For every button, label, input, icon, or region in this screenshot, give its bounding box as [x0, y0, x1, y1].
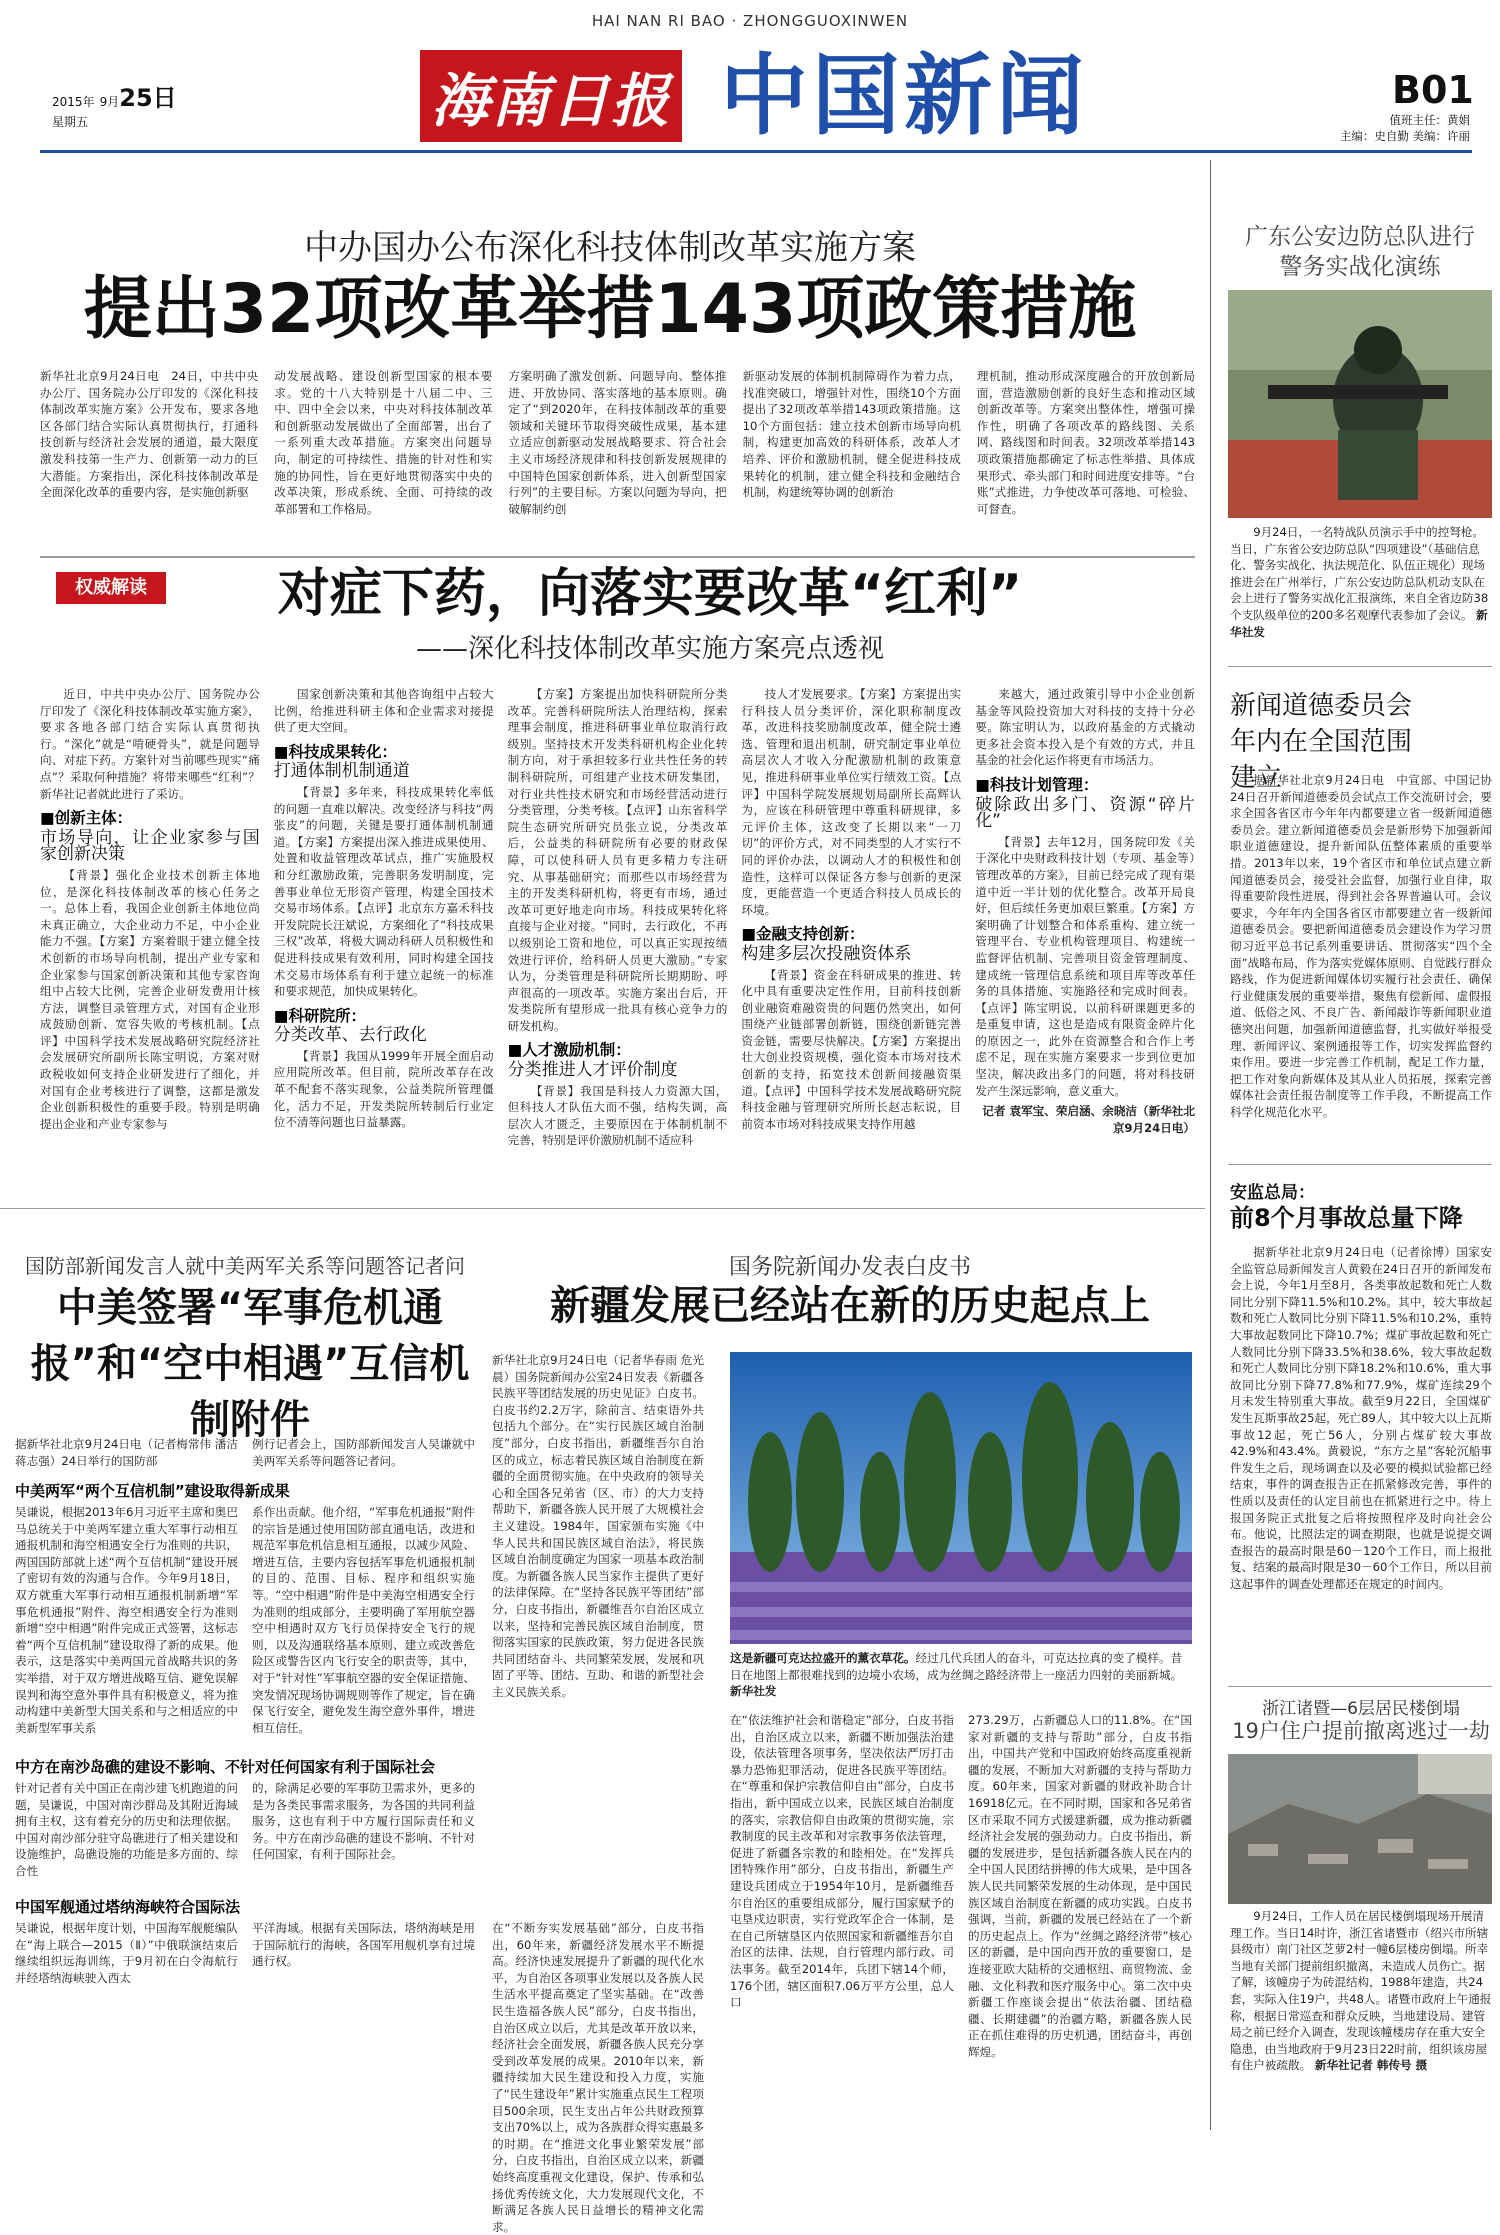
sidebar-divider — [1210, 160, 1211, 2130]
date-day: 25日 — [119, 84, 177, 112]
collapse-photo-art — [1228, 1754, 1492, 1904]
sidebar-article4-kicker: 浙江诸暨—6层居民楼倒塌 — [1262, 1699, 1460, 1719]
xinjiang-col2: 在“不断夯实发展基础”部分，白皮书指出，60年来，新疆经济发展水平不断提高。经济快速发展提升了新疆的现代化水平，为自治区各项事业发展以及各族人民生活水平提高奠定了坚实基础。在“改善民生造福各族人民”部分，白皮书指出，自治区成立以后，尤其是改革开放以来，经济社会全面发展，新疆各族人民充分享受到改革发展的成果。2010年以来，新疆持续加大民生建设和投入力度，实施了“民生建设年”累计实施重点民生工程项目500余项，民生支出占年公共财政预算支出70%以上，成为各族群众得实惠最多的时期。在“推进文化事业繁荣发展”部分，白皮书指出，自治区成立以来，新疆始终高度重视文化建设，保护、传承和弘扬优秀传统文化，大力发展现代文化，不断满足各族人民日益增长的精神文化需求。 — [492, 1921, 704, 2234]
sidebar-article1-title: 广东公安边防总队进行警务实战化演练 — [1245, 224, 1475, 280]
subhead: ■科技成果转化： — [273, 742, 397, 761]
subhead-line: 分类改革、去行政化 — [273, 1025, 427, 1046]
subhead-line: 破除政出多门、资源“碎片化” — [975, 794, 1195, 832]
section-title: 中国新闻 — [720, 44, 1089, 147]
lead-col: 新驱动发展的体制机制障碍作为着力点，找准突破口，增强针对性，围绕10个方面提出了32项改革举措143项政策措施。这10个方面包括：建立技术创新市场导向机制，构建更加高效的科研体系，改革人才培养、评价和激励机制，健全促进科技成果转化的机制，建立健全科技和金融结合机制，构建统筹协调的创新治 — [742, 369, 961, 500]
subhead: ■科研院所： — [273, 1006, 366, 1025]
date-month: 9月 — [99, 95, 120, 109]
lavender-photo-art — [730, 1352, 1192, 1644]
collapse-caption: 9月24日，工作人员在居民楼倒塌现场开展清理工作。当日14时许，浙江省诸暨市（绍兴市所辖县级市）南门社区芝萝2村一幢6层楼房倒塌。所幸当地有关部门提前组织撤离，未造成人员伤亡。据了解，该幢房子为砖混结构，1988年建造，共24套，实际入住19户，共48人。诸暨市政府上午通报称，根据日常巡查和群众反映，当地建设局、建管局之前已经介入调查，发现该幢楼房存在重大安全隐患，由当地政府于9月23日22时前，组织该房屋有住户被疏散。 新华社记者 韩传号 摄 — [1230, 1909, 1492, 2073]
interp-col3: 【方案】方案提出加快科研院所分类改革。完善科研院所法人治理结构，探索理事会制度，推进科研事业单位取消行政级别。坚持技术开发类科研机构企业化转制方向，对于承担较多行业共性任务的转制科研院所，可组建产业技术研发集团，对行业共性技术研究和市场经营活动进行分类管理，分类考核。【点评】山东省科学院生态研究所研究员张立说，分类改革后，公益类的科研院所有必要的财政保障，可以使科研人员有更多精力专注研究、从事基础研究；而那些以市场经营为主的开发类科研机构，将更有市场，通过改革可更好地走向市场。科技成果转化将直接与企业对接。“同时，去行政化，不再以级别论工资和地位，可以真正实现按绩效进行评价，给科研人员更大激励。”专家认为，分类管理是科研院所长期期盼、呼声很高的一项改革。实施方案出台后，开发类院所有望形成一批具有核心竞争力的研发机构。 ■人才激励机制： 分类推进人才评价制度 【背景】我国是科技人力资源大国，但科技人才队伍大而不强，结构失调，高层次人才匮乏，主要原因在于体制机制不完善，特别是评价激励机制不适应科 — [507, 687, 728, 1148]
interp-badge: 权威解读 — [56, 572, 166, 604]
subhead: ■创新主体： — [40, 809, 133, 828]
sidebar-rule — [1228, 666, 1492, 667]
police-photo-art — [1228, 290, 1492, 518]
xinjiang-col: 273.29万，占新疆总人口的11.8%。在“国家对新疆的支持与帮助”部分，白皮书指出，中国共产党和中国政府始终高度重视新疆的发展，不断加大对新疆的支持与帮助力度。60年来，国家对新疆的财政补助合计16918亿元。在不同时期，国家和各兄弟省区市采取不同方式援建新疆，成为推动新疆经济社会发展的强劲动力。白皮书指出，新疆的发展进步，是包括新疆各族人民在内的全中国人民团结拼搏的伟大成果，是中国各族人民共同繁荣发展的生动体现，是中国民族区域自治制度在新疆的成功实践。白皮书强调，当前，新疆的发展已经站在了一个新的历史起点上。作为“丝绸之路经济带”核心区的新疆，是中国向西开放的重要窗口，是连接亚欧大陆桥的交通枢纽、商贸物流、金融、文化科教和医疗服务中心。第二次中央新疆工作座谈会提出“依法治疆、团结稳疆、长期建疆”的治疆方略，新疆各族人民正在抓住难得的历史机遇，团结奋斗，再创辉煌。 — [968, 1713, 1192, 2059]
police-photo — [1228, 290, 1492, 518]
lead-col: 理机制，推动形成深度融合的开放创新局面，营造激励创新的良好生态和推动区域创新改革等。方案突出整体性，增强可操作性，明确了各项改革的路线图、关系网、路线图和时间表。32项改革举措143项政策措施都确定了标志性举措、具体成果形式、牵头部门和时间进度安排等。“台账”式推进，力争使改革可落地、可检验、可督查。 — [976, 369, 1196, 516]
subhead: 中美两军“两个互信机制”建设取得新成果 — [15, 1482, 290, 1500]
interp-rule — [40, 556, 1195, 558]
section-rule — [0, 1208, 1205, 1209]
military-text: 平洋海域。根据有关国际法，塔纳海峡是用于国际航行的海峡，各国军用舰机享有过境通行权。 — [252, 1921, 475, 1969]
interp-col5: 来越大，通过政策引导中小企业创新基金等风险投资加大对科技的支持十分必要。陈宝明认为，以政府基金的方式撬动更多社会资本投入是个有效的方式，并且基金的社会化运作将更有市场活力。 ■科技计划管理： 破除政出多门、资源“碎片化” 【背景】去年12月，国务院印发《关于深化中央财政科技计划（专项、基金等）管理改革的方案》，目前已经完成了现有渠道中近一半计划的优化整合。改革开局良好，但后续任务更加艰巨繁重。【方案】方案明确了计划整合和体系重构、建立统一管理平台、专业机构管理项目、构建统一监督评估机制、完善项目资金管理制度、建成统一管理信息系统和项目库等改革任务的具体措施、实施路径和完成时间表。【点评】陈宝明说，以前科研课题更多的是重复申请，这也是造成有限资金碎片化的原因之一，此外在资源整合和合作上考虑不足，现在实施方案要求一步到位更加坚决，解决政出多门的问题，将对科技研发产生深远影响，意义重大。 记者 袁军宝、荣启涵、余晓洁（新华社北京9月24日电） — [975, 687, 1195, 1135]
date-year: 2015年 — [52, 95, 95, 109]
military-text: 的，除满足必要的军事防卫需求外，更多的是为各类民事需求服务，为各国的共同利益服务，这也有利于中方履行国际责任和义务。中方在南沙岛礁的建设不影响、不针对任何国家，有利于国际社会。 — [252, 1781, 475, 1862]
xinjiang-lower — [730, 1712, 1192, 2126]
interp-title: 对症下药，向落实要改革“红利” — [277, 564, 1023, 624]
byline: 记者 袁军宝、荣启涵、余晓洁（新华社北京9月24日电） — [982, 1104, 1195, 1135]
subhead: 中国军舰通过塔纳海峡符合国际法 — [15, 1898, 241, 1916]
xinjiang-col: 在“依法维护社会和谐稳定”部分，白皮书指出，自治区成立以来，新疆不断加强法治建设，依法管理各项事务，坚决依法严厉打击暴力恐怖犯罪活动，促进各民族平等团结。在“尊重和保护宗教信仰自由”部分，白皮书指出，新中国成立以来，民族区域自治制度的落实，宗教信仰自由政策的贯彻实施，宗教制度的民主改革和对宗教事务依法管理，促进了新疆各宗教的和睦相处。在“发挥兵团特殊作用”部分，白皮书指出，新疆生产建设兵团成立于1954年10月，是新疆维吾尔自治区的重要组成部分，履行国家赋予的屯垦戍边职责，实行党政军企合一体制，是在自己所辖垦区内依照国家和新疆维吾尔自治区的法律、法规，自行管理内部行政、司法事务。截至2014年，兵团下辖14个师，176个团，辖区面积7.06万平方公里，总人口 — [730, 1713, 954, 2010]
subhead-line: 打通体制机制通道 — [273, 761, 410, 782]
lavender-caption: 这是新疆可克达拉盛开的薰衣草花。经过几代兵团人的奋斗，可克达拉真的变了模样。昔日在地图上都很难找到的边境小农场，成为丝绸之路经济带上一座活力四射的美丽新城。新华社发 — [730, 1651, 1183, 1699]
lead-col: 方案明确了激发创新、问题导向、整体推进、开放协同、落实落地的基本原则。确定了“到2020年，在科技体制改革的重要领域和关键环节取得突破性成果，基本建立适应创新驱动发展战略要求、符合社会主义市场经济规律和科技创新发展规律的中国特色国家创新体系，进入创新型国家行列”的主要目标。方案以问题为导向，把破解制约创 — [508, 369, 727, 516]
subhead-line: 分类推进人才评价制度 — [507, 1060, 678, 1081]
subhead: ■人才激励机制： — [507, 1041, 631, 1060]
lead-col: 动发展战略、建设创新型国家的根本要求。党的十八大特别是十八届二中、三中、四中全会以来，中央对科技体制改革和创新驱动发展做出了全面部署，出台了一系列重大改革措施。方案突出问题导向，制定的可持续性、措施的针对性和实施的协同性，旨在更好地贯彻落实中央的改革决策，形成系统、全面、可持续的改革部署和工作格局。 — [274, 369, 493, 516]
lavender-photo — [730, 1352, 1192, 1644]
military-body — [15, 1436, 475, 2126]
subhead: 中方在南沙岛礁的建设不影响、不针对任何国家有利于国际社会 — [15, 1758, 436, 1776]
newspaper-logo: 海南日报 — [420, 50, 682, 142]
interp-col2: 国家创新决策和其他咨询组中占较大比例，给推进科研主体和企业需求对接提供了更大空间。 ■科技成果转化： 打通体制机制通道 【背景】多年来，科技成果转化率低的问题一直难以解决。改变经济与科技“两张皮”的问题，关键是要打通体制机制通道。【方案】方案提出深入推进成果使用、处置和收益管理改革试点，推广实施股权和分红激励政策，完善职务发明制度，完善事业单位无形资产管理，构建全国技术交易市场体系。【点评】北京东方嘉禾科技开发院院长汪斌说，方案细化了“科技成果三权”改革，将极大调动科研人员积极性和促进科技成果有效利用，同时构建全国技术交易市场体系有利于建立起统一的标准和要求规范，加快成果转化。 ■科研院所： 分类改革、去行政化 【背景】我国从1999年开展全面启动应用院所改革。但目前，院所改革存在改革不配套不落实现象，公益类院所管理僵化，活力不足，开发类院所转制后行业定位不清等问题也日益暴露。 — [273, 687, 494, 1130]
military-intro: 例行记者会上，国防部新闻发言人吴谦就中美两军关系等问题答记者问。 — [252, 1437, 475, 1468]
lead-col: 新华社北京9月24日电 24日，中共中央办公厅、国务院办公厅印发的《深化科技体制改革实施方案》公开发布，要求各地区各部门结合实际认真贯彻执行，打通科技创新与经济社会发展的通道，最大限度激发科技第一生产力、创新第一动力的巨大潜能。方案指出，深化科技体制改革是全面深化改革的重要内容，是实施创新驱 — [40, 369, 259, 500]
sidebar-article3-kicker: 安监总局： — [1230, 1183, 1315, 1203]
page-number: B01 — [1392, 68, 1474, 112]
military-text: 吴谦说，根据年度计划，中国海军舰艇编队在“海上联合—2015（Ⅱ）”中俄联演结束后继续组织远海训练，于9月初在白令海航行并经塔纳海峡驶入西太 — [15, 1921, 238, 1985]
lead-body — [40, 368, 1195, 534]
military-title: 中美签署“军事危机通报”和“空中相遇”互信机制附件 — [30, 1285, 470, 1443]
subhead: ■科技计划管理： — [975, 775, 1099, 794]
military-intro: 据新华社北京9月24日电（记者梅常伟 潘洁 蒋志强）24日举行的国防部 — [15, 1437, 238, 1468]
military-text: 系作出贡献。他介绍，“军事危机通报”附件的宗旨是通过使用国防部直通电话，改进和规范军事危机信息相互通报，以减少风险、增进互信，主要内容包括军事危机通报机制的目的、范围、目标、程序和组织实施等。“空中相遇”附件是中美海空相遇安全行为准则的组成部分，主要明确了军用航空器空中相遇时双方飞行员保持安全飞行的规则，以及沟通联络基本原则、建立或改善危险区或警告区内飞行安全的职责等，其中，对于“针对性”军事航空器的安全保证措施、突发情况现场协调规则等作了规定，旨在确保飞行安全，避免发生海空意外事件，增进相互信任。 — [252, 1505, 475, 1735]
lead-title: 提出32项改革举措143项政策措施 — [83, 270, 1137, 349]
subhead-line: 市场导向，让企业家参与国家创新决策 — [40, 827, 260, 865]
xinjiang-intro: 新华社北京9月24日电（记者华春雨 危光晨）国务院新闻办公室24日发表《新疆各民族平等团结发展的历史见证》白皮书。白皮书约2.2万字，除前言、结束语外共包括九个部分。在“实行民族区域自治制度”部分，白皮书指出，新疆维吾尔自治区的成立，标志着民族区域自治制度在新疆的全面贯彻实施。在中央政府的领导关心和全国各兄弟省（区、市）的大力支持帮助下，新疆各族人民开展了大规模社会主义建设。1984年，国家颁布实施《中华人民共和国民族区域自治法》，将民族区域自治制度确定为国家一项基本政治制度。为新疆各族人民当家作主提供了更好的法律保障。在“坚持各民族平等团结”部分，白皮书指出，新疆维吾尔自治区成立以来，坚持和完善民族区域自治制度，贯彻落实国家的民族政策，努力促进各民族共同团结奋斗、共同繁荣发展，发展和巩固了平等、团结、互助、和谐的新型社会主义民族关系。 — [492, 1353, 704, 1699]
military-text: 吴谦说，根据2013年6月习近平主席和奥巴马总统关于中美两军建立重大军事行动相互通报机制和海空相遇安全行为准则的共识，两国国防部就上述“两个互信机制”建设开展了密切有效的沟通与合作。今年9月18日，双方就重大军事行动相互通报机制新增“军事危机通报”附件、海空相遇安全行为准则新增“空中相遇”附件完成正式签署，这标志着“两个互信机制”建设取得了新的成果。他表示，这是落实中美两国元首战略共识的务实举措，对于双方增进战略互信、避免误解误判和海空意外事件具有积极意义，将为推动构建中美新型大国关系和与之相适应的中美新型军事关系 — [15, 1505, 238, 1735]
editor-line2: 主编：史自勤 美编：许丽 — [1339, 129, 1470, 143]
subhead: ■金融支持创新： — [741, 925, 865, 944]
sidebar-article2-title: 新闻道德委员会年内在全国范围建立 — [1230, 691, 1413, 793]
xinjiang-kicker: 国务院新闻办发表白皮书 — [728, 1255, 971, 1280]
interp-subtitle: ——深化科技体制改革实施方案亮点透视 — [415, 634, 884, 664]
sidebar-rule — [1228, 1686, 1492, 1687]
sidebar-rule — [1228, 1164, 1492, 1165]
editor-line1: 值班主任：黄娟 — [1389, 113, 1470, 127]
date-block — [52, 78, 192, 130]
police-caption: 9月24日，一名特战队员演示手中的控弩枪。当日，广东省公安边防总队“四项建设”（基础信息化、警务实战化、执法规范化、队伍正规化）现场推进会在广州举行，广东公安边防总队机动支队在会上进行了警务实战化汇报演练，来自全省边防38个支队级单位的200多名观摩代表参加了会议。 新华社发 — [1230, 525, 1489, 639]
date-weekday: 星期五 — [52, 115, 89, 129]
sidebar-article3-body: 据新华社北京9月24日电（记者徐博）国家安全监管总局新闻发言人黄毅在24日召开的新闻发布会上说，今年1月至8月，各类事故起数和死亡人数同比分别下降11.5%和10.2%。其中，较大事故起数和死亡人数同比分别下降11.5%和10.2%，重特大事故起数同比下降10.7%；煤矿事故起数和死亡人数同比分别下降33.5%和38.6%，较大事故起数和死亡人数同比分别下降18.2%和10.6%，重大事故同比分别下降77.8%和77.9%，煤矿连续29个月未发生特别重大事故。截至9月22日，全国煤矿发生瓦斯事故25起，死亡89人，其中较大以上瓦斯事故12起，死亡56人，分别占煤矿较大事故42.9%和43.4%。黄毅说，“东方之星”客轮沉船事件发生之后，现场调查以及必要的模拟试验都已经结束，事件的调查报告正在抓紧修改完善，事件的性质以及责任的认定目前也在抓紧进行之中。待上报国务院正式批复之后将按照程序及时向社会公布。他说，比照法定的调查期限，也就是说提交调查报告的最高时限是60－120个工作日，而上报批复、结案的最高时限是30－60个工作日，所以目前这起事件的调查处理都还在规定的时间内。 — [1230, 1245, 1492, 1591]
military-kicker: 国防部新闻发言人就中美两军关系等问题答记者问 — [25, 1254, 465, 1278]
lead-kicker: 中办国办公布深化科技体制改革实施方案 — [304, 228, 916, 268]
interp-col4: 技人才发展要求。【方案】方案提出实行科技人员分类评价，深化职称制度改革，改进科技奖励制度改革，健全院士遴选、管理和退出机制，研究制定事业单位高层次人才收入分配激励机制的政策意见，推进科研事业单位实行绩效工资。【点评】中国科学院发展规划局副所长高辉认为，应该在科研管理中尊重科研规律，多元评价主体，这改变了长期以来“一刀切”的评价方式，对不同类型的人才实行不同的评价办法，以调动人才的积极性和创造性，这样可以保证各方参与创新的更深度，更能营造一个更适合科技人员成长的环境。 ■金融支持创新： 构建多层次投融资体系 【背景】资金在科研成果的推进、转化中具有重要决定性作用，目前科技创新创业融资难融资贵的问题仍然突出，如何围绕产业链部署创新链，围绕创新链完善资金链，需要尽快解决。【方案】方案提出壮大创业投资规模，强化资本市场对技术创新的支持，拓宽技术创新间接融资渠道。【点评】中国科学技术发展战略研究院科技金融与管理研究所所长赵志耘说，目前资本市场对科技成果支持作用越 — [741, 687, 962, 1131]
masthead-pinyin: HAI NAN RI BAO · ZHONGGUOXINWEN — [591, 12, 909, 30]
sidebar-article3-title: 前8个月事故总量下降 — [1230, 1204, 1463, 1232]
subhead-line: 构建多层次投融资体系 — [741, 943, 912, 964]
military-text: 针对记者有关中国正在南沙建飞机跑道的问题，吴谦说，中国对南沙群岛及其附近海域拥有主权，这有着充分的历史和法理依据。中国对南沙部分驻守岛礁进行了相关建设和设施维护，岛礁设施的功能是多方面的、综合性 — [15, 1781, 238, 1878]
interp-body — [40, 686, 1195, 1196]
interp-col1: 近日，中共中央办公厅、国务院办公厅印发了《深化科技体制改革实施方案》，要求各地各部门结合实际认真贯彻执行。“深化”就是“啃硬骨头”，就是问题导向、对症下药。方案针对当前哪些现实“痛点”？采取何种措施？将带来哪些“红利”？新华社记者就此进行了采访。 ■创新主体： 市场导向，让企业家参与国家创新决策 【背景】强化企业技术创新主体地位，是深化科技体制改革的核心任务之一。总体上看，我国企业创新主体地位尚未真正确立，大企业动力不足，中小企业能力不强。【方案】方案着眼于建立健全技术创新的市场导向机制，提出产业专家和企业家参与国家创新决策和其他专家咨询组中占较大比例，完善企业研发费用计核方法，调整目录管理方式，对国有企业形成鼓励创新、宽容失败的考核机制。【点评】中国科学技术发展战略研究院经济社会发展研究所副所长陈宝明说，方案对财政税收如何支持企业研发进行了细化，并对国有企业考核进行了调整，这都是激发企业创新积极性的重要手段。特别是明确提出企业和产业专家参与 — [40, 687, 260, 1131]
xinjiang-title: 新疆发展已经站在新的历史起点上 — [550, 1283, 1150, 1329]
collapse-photo — [1228, 1754, 1492, 1904]
masthead-rule — [40, 150, 1472, 153]
sidebar-article2-body: 据新华社北京9月24日电 中宣部、中国记协24日召开新闻道德委员会试点工作交流研讨会，要求全国各省区市今年年内都要建立省一级新闻道德委员会。建立新闻道德委员会是新形势下加强新闻职业道德建设，提升新闻队伍整体素质的重要举措。2013年以来，19个省区市和单位试点建立新闻道德委员会，接受社会监督，加强行业自律，取得重要阶段性进展，得到社会各界普遍认可。会议要求，今年年内全国各省区市都要建立省一级新闻道德委员会。要把新闻道德委员会建设作为学习贯彻习近平总书记系列重要讲话、贯彻落实“四个全面”战略布局，作为落实党媒体原则、自觉践行群众路线，作为促进新闻媒体切实履行社会责任、确保行业健康发展的重要举措，聚焦有偿新闻、虚假报道、低俗之风、不良广告、新闻敲诈等新闻职业道德突出问题，加强新闻道德监督，扎实做好举报受理、新闻评议、案例通报等工作，切实发挥监督约束作用。要进一步完善工作机制，配足工作力量，把工作对象向新媒体及其从业人员拓展，探索完善媒体社会责任报告制度等工作手段，不断提高工作科学化规范化水平。 — [1230, 773, 1492, 1119]
sidebar-article4-title: 19户住户提前撤离逃过一劫 — [1232, 1719, 1490, 1743]
